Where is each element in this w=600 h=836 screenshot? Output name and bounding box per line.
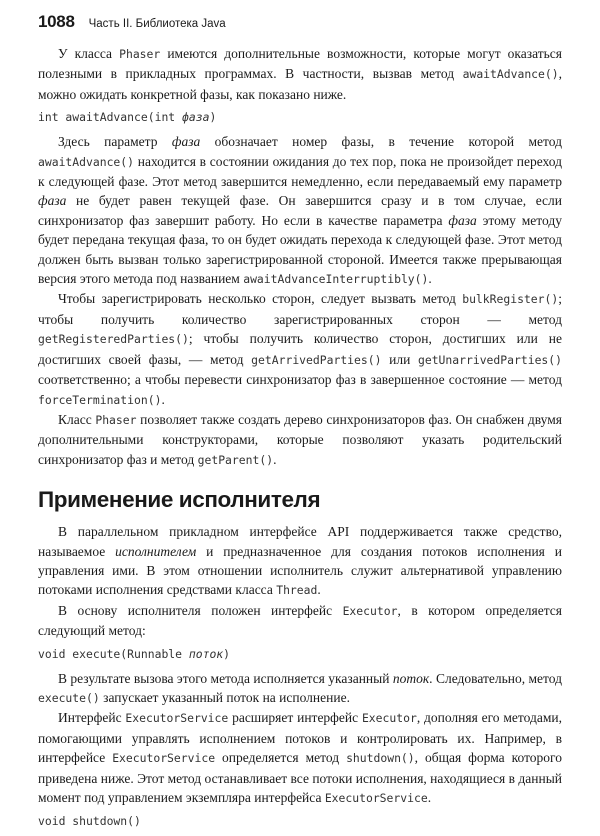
paragraph-await-advance-description: Здесь параметр фаза обозначает номер фазы, в течение которой метод awaitAdvance() находится в состоянии ожидания до тех пор, пока не произойдет переход к следующей фазе. Этот метод завершится немедленно, если передаваемый ему параметр фаза не будет равен текущей фазе. Он завершится сразу и в том случае, если синхронизатор фаз завершит работу. Но если в качестве параметра фаза этому методу будет передана текущая фаза, то он будет ожидать перехода к следующей фазе. Этот метод должен быть вызван только зарегистрированной стороной. Имеется также прерывающая версия этого метода под названием awaitAdvanceInterruptibly().: [38, 134, 562, 287]
code-await-advance: awaitAdvance(): [462, 67, 559, 82]
page-header: [38, 12, 570, 32]
code-execute-signature: void execute(Runnable поток): [38, 646, 231, 661]
paragraph-phaser-features: У класса Phaser имеются дополнительные возможности, которые могут оказаться полезными в прикладных программах. В частности, вызвав метод awaitAdvance(), можно ожидать конкретной фазы, как показано ниже.: [38, 46, 562, 102]
paragraph-register-parties: Чтобы зарегистрировать несколько сторон, следует вызвать метод bulkRegister(); чтобы получить количество зарегистрированных сторон — метод getRegisteredParties(); чтобы получить количество сторон, достигших или не достигших своей фазы, — метод getArrivedParties() или getUnarrivedParties() соответственно; а чтобы перевести синхронизатор фаз в завершенное состояние — метод forceTermination().: [38, 291, 562, 407]
code-await-advance-signature: int awaitAdvance(int фаза): [38, 110, 217, 125]
paragraph-executor-intro: В параллельном прикладном интерфейсе API поддерживается также средство, называемое исполнителем и предназначенное для создания потоков исполнения и управления ими. В этом отношении исполнитель служит альтернативой управлению потоками исполнения средствами класса Thread.: [38, 524, 562, 598]
code-shutdown-signature: void shutdown(): [38, 814, 141, 829]
running-title: Часть II. Библиотека Java: [88, 18, 226, 30]
page-number: 1088: [38, 12, 75, 31]
paragraph-executor-service: Интерфейс ExecutorService расширяет интерфейс Executor, дополняя его методами, помогающими управлять исполнением потоков и контролировать их. Например, в интерфейсе ExecutorService определяется метод shutdown(), общая форма которого приведена ниже. Этот метод останавливает все потоки исполнения, находящиеся в данный момент под управлением экземпляра интерфейса ExecutorService.: [38, 710, 562, 805]
section-heading: Применение исполнителя: [38, 487, 321, 513]
code-phaser: Phaser: [119, 47, 161, 61]
page-content: [38, 44, 562, 836]
paragraph-executor-interface: В основу исполнителя положен интерфейс Executor, в котором определяется следующий метод:: [38, 602, 562, 639]
paragraph-execute-description: В результате вызова этого метода исполняется указанный поток. Следовательно, метод execute() запускает указанный поток на исполнение.: [38, 670, 562, 705]
paragraph-phaser-tree: Класс Phaser позволяет также создать дерево синхронизаторов фаз. Он снабжен двумя дополнительными конструкторами, которые позволяют указать родительский синхронизатор фаз и метод getParent().: [38, 411, 562, 467]
